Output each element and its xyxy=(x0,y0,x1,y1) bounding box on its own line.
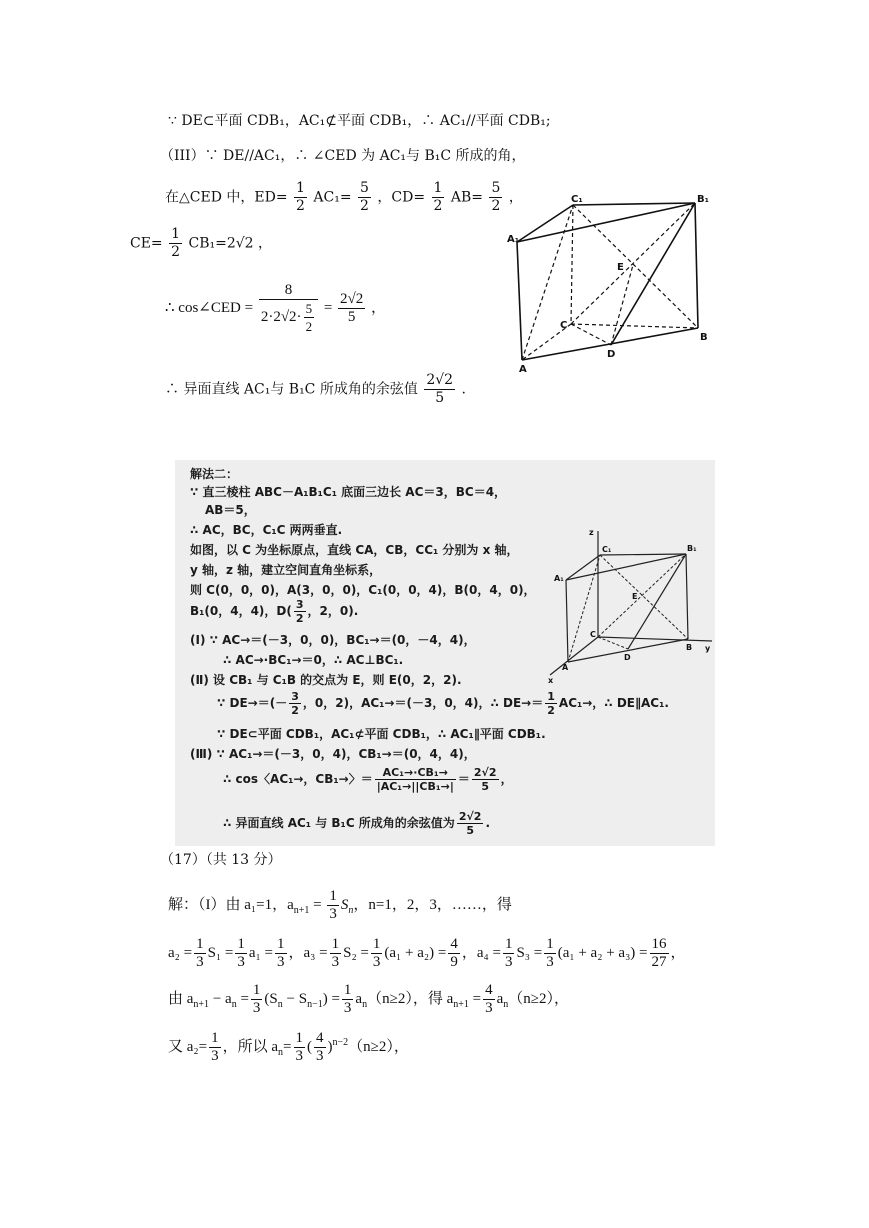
label-a: A xyxy=(562,663,569,672)
text-line: (Ⅰ) ∵ AC→＝(－3，0，0)，BC₁→＝(0，－4，4)， xyxy=(190,633,476,647)
label-c: C xyxy=(590,630,596,639)
text-line: （III）∵ DE//AC₁，∴ ∠CED 为 AC₁与 B₁C 所成的角， xyxy=(160,148,526,164)
label-c1: C₁ xyxy=(602,545,612,554)
fraction: $\frac{1}{2}$ xyxy=(433,180,443,214)
text-line: ∵ DE→＝(－ $\frac{3}{2}$ ，0，2)，AC₁→＝(－3，0，4)，∴ DE→＝ $\frac{1}{2}$ AC₁→，∴ DE∥AC₁. xyxy=(217,690,669,717)
coordinate-figure xyxy=(540,525,715,685)
edge-c-d xyxy=(571,324,611,345)
edge-c1-c xyxy=(571,205,573,324)
text-line: ∵ DE⊂平面 CDB₁，AC₁⊄平面 CDB₁，∴ AC₁//平面 CDB₁; xyxy=(168,113,551,129)
label-b: B xyxy=(686,643,693,652)
formula-text: 在△CED 中，ED= xyxy=(165,189,288,206)
label-z: z xyxy=(589,528,594,537)
edge-a1-a xyxy=(517,242,522,360)
fraction: $\frac{5}{2}$ xyxy=(491,180,501,214)
formula-text: AB= xyxy=(450,189,484,206)
formula-text: AC₁= xyxy=(313,189,352,206)
fraction: $\frac{1}{2}$ xyxy=(296,180,305,214)
edge-c-d xyxy=(598,637,628,649)
formula-text: ， xyxy=(508,189,523,206)
edge-d-b1 xyxy=(628,554,686,649)
formula-text: CB₁=2√2 ， xyxy=(188,235,273,252)
edge-a1-b1 xyxy=(517,203,695,242)
label-b1: B₁ xyxy=(697,194,710,205)
fraction: $\frac{2√2}{5}$ xyxy=(426,372,454,406)
formula-line: 解：（I）由 a₁=1，$a_{n+1}$ = $\frac{1}{3}$ $S_n$，n=1，2，3，……，得 xyxy=(168,888,512,922)
text-line: B₁(0，4，4)，D( $\frac{3}{2}$ ，2，0). xyxy=(190,598,359,625)
solution-title: 解法二： xyxy=(190,467,239,481)
formula-text: ，CD= xyxy=(377,189,426,206)
text-line: ∴ cos〈AC₁→，CB₁→〉＝ $\frac{\text{AC₁→·CB₁→}}{\text{|AC₁→||CB₁→|}}$ ＝ $\frac{2√2}{5}$ ， xyxy=(223,766,513,793)
formula-text: ∴ cos∠CED = xyxy=(165,299,254,316)
label-a: A xyxy=(519,364,527,375)
label-b: B xyxy=(700,332,708,343)
text-line: 则 C(0，0，0)，A(3，0，0)，C₁(0，0，4)，B(0，4，0)， xyxy=(190,583,536,597)
label-c1: C₁ xyxy=(571,194,583,205)
label-e: E xyxy=(632,592,638,601)
prism-figure xyxy=(505,190,720,375)
fraction: $\frac{5}{2}$ xyxy=(360,180,369,214)
label-e: E xyxy=(617,262,624,273)
edge-c-b xyxy=(571,324,698,328)
formula-line: a₂ = $\frac{1}{3}$ S₁ = $\frac{1}{3}$ a₁ = $\frac{1}{3}$ ，a₃ = $\frac{1}{3}$ S₂ = $\frac{1}{3}$ (a₁ + a₂) = $\frac{4}{9}$ ，a₄ = $\frac{1}{3}$ S₃ = $\frac{1}{3}$ (a₁ + a₂ + a₃) = $\frac{16}{27}$ ， xyxy=(168,936,686,970)
label-d: D xyxy=(607,349,616,360)
edge-a-c1 xyxy=(522,205,573,360)
formula-text: ， xyxy=(371,299,387,316)
formula-text: ∴ 异面直线 AC₁与 B₁C 所成角的余弦值 xyxy=(165,381,418,398)
text-line: (Ⅲ) ∵ AC₁→＝(－3，0，4)，CB₁→＝(0，4，4)， xyxy=(190,747,476,761)
edge-b1-b xyxy=(686,554,688,639)
section-heading: （17）（共 13 分） xyxy=(160,852,282,868)
formula-line xyxy=(130,226,272,261)
edge-d-e xyxy=(611,265,633,345)
formula-line: 又 a₂= $\frac{1}{3}$ ，所以 $a_n=$ $\frac{1}{3}$ ( $\frac{4}{3}$ )$^{n-2}$（n≥2）， xyxy=(168,1030,409,1064)
edge-c1-b1 xyxy=(600,554,686,555)
label-y: y xyxy=(705,644,711,653)
label-b1: B₁ xyxy=(687,544,697,553)
label-a1: A₁ xyxy=(507,234,520,245)
formula-line: ∴ cos∠CED = 8 2·2√2· $\frac{5}{2}$ = $\frac{2√2}{5}$ ， xyxy=(165,282,387,334)
fraction: 8 2·2√2· $\frac{5}{2}$ xyxy=(259,282,318,335)
text-line: ∴ AC，BC，C₁C 两两垂直. xyxy=(190,523,343,537)
formula-line: 由 $a_{n+1} - a_n$ = $\frac{1}{3}$ $(S_n - S_{n-1})$ = $\frac{1}{3}$ $a_n(n\ge 2)$，得 $a_{n+1}$ = $\frac{4}{3}$ $a_n(n\ge 2)$， xyxy=(168,982,569,1016)
edge-d-b1 xyxy=(611,203,695,345)
edge-a1-a xyxy=(566,580,568,662)
text-line: ∴ AC→·BC₁→＝0，∴ AC⊥BC₁. xyxy=(223,653,404,667)
label-c: C xyxy=(560,320,568,331)
formula-text: CE= xyxy=(130,235,163,252)
text-line: (Ⅱ) 设 CB₁ 与 C₁B 的交点为 E，则 E(0，2，2). xyxy=(190,673,462,687)
edge-b1-b xyxy=(695,203,698,328)
text-line: ∵ DE⊂平面 CDB₁，AC₁⊄平面 CDB₁，∴ AC₁∥平面 CDB₁. xyxy=(217,727,546,741)
text-line: AB＝5， xyxy=(205,503,256,517)
text-line: ∴ 异面直线 AC₁ 与 B₁C 所成角的余弦值为 $\frac{2√2}{5}$ . xyxy=(223,810,491,837)
formula-text: . xyxy=(461,381,466,398)
formula-line xyxy=(165,180,523,215)
fraction: $\frac{2√2}{5}$ xyxy=(340,291,364,325)
axis-y xyxy=(598,637,712,641)
text-line: 如图，以 C 为坐标原点，直线 CA，CB，CC₁ 分别为 x 轴， xyxy=(190,543,519,557)
label-d: D xyxy=(624,653,631,662)
edge-a-c1 xyxy=(568,555,600,662)
edge-c1-b xyxy=(573,205,698,328)
label-a1: A₁ xyxy=(554,574,564,583)
fraction: $\frac{1}{2}$ xyxy=(171,226,181,260)
edge-c1-b xyxy=(600,555,688,639)
edge-c1-b1 xyxy=(573,203,695,205)
label-x: x xyxy=(548,676,554,685)
text-line: y 轴，z 轴，建立空间直角坐标系， xyxy=(190,563,382,577)
text-line: ∵ 直三棱柱 ABC－A₁B₁C₁ 底面三边长 AC＝3，BC＝4， xyxy=(190,485,507,499)
formula-line xyxy=(165,372,466,407)
